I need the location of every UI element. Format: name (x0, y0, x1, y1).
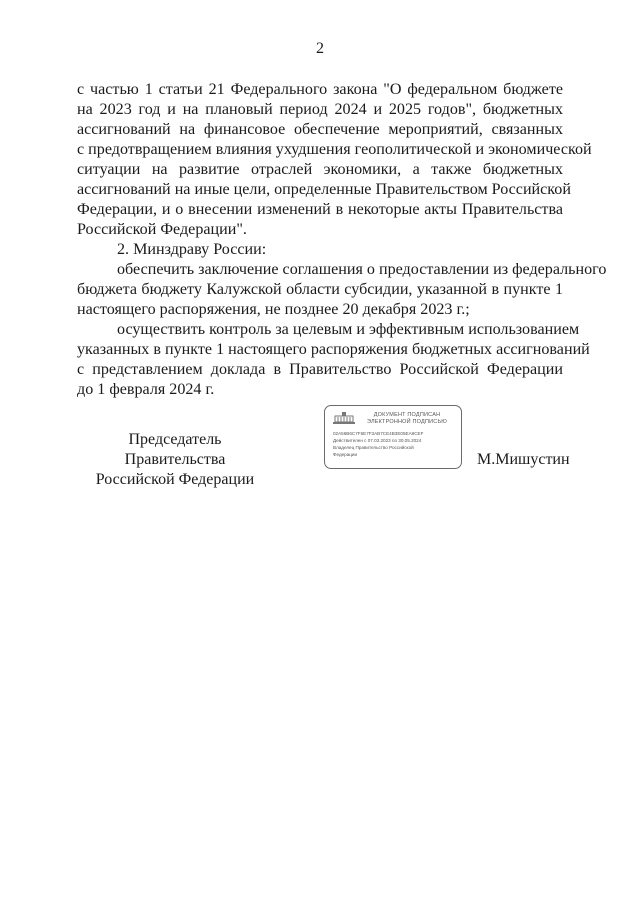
government-building-icon (332, 411, 356, 425)
body-line: на 2023 год и на плановый период 2024 и 2025 годов", бюджетных (77, 101, 563, 118)
body-line: до 1 февраля 2024 г. (77, 381, 215, 398)
signer-title-line1: Председатель Правительства (124, 431, 226, 468)
body-line: Федерации, и о внесении изменений в некоторые акты Правительства (77, 201, 563, 218)
body-line: осуществить контроль за целевым и эффективным использованием (117, 321, 580, 338)
signer-title (80, 430, 270, 490)
section-heading: 2. Минздраву России: (117, 241, 267, 258)
stamp-owner-line1: Владелец Правительство Российской (333, 445, 414, 450)
body-line: обеспечить заключение соглашения о предоставлении из федерального (117, 261, 607, 278)
signer-name: М.Мишустин (477, 451, 570, 468)
stamp-header-line1: ДОКУМЕНТ ПОДПИСАН (373, 412, 441, 418)
body-line: ситуации на развитие отраслей экономики, а также бюджетных (77, 161, 563, 178)
stamp-info (333, 430, 423, 458)
stamp-validity: Действителен с 07.03.2023 по 30.05.2024 (333, 438, 422, 443)
body-line: указанных в пункте 1 настоящего распоряжения бюджетных ассигнований (77, 341, 590, 358)
body-line: ассигнований на финансовое обеспечение мероприятий, связанных (77, 121, 563, 138)
stamp-owner-line2: Федерации (333, 452, 358, 457)
body-line: с предотвращением влияния ухудшения геополитической и экономической (77, 141, 592, 158)
body-line: ассигнований на иные цели, определенные Правительством Российской (77, 181, 571, 198)
electronic-signature-stamp (324, 405, 462, 469)
body-line: Российской Федерации". (77, 221, 247, 238)
stamp-header-line2: ЭЛЕКТРОННОЙ ПОДПИСЬЮ (366, 419, 448, 425)
stamp-certificate: 02A56B6C7F6E7F3AB7CE4B3E05EA8CEF (333, 431, 424, 436)
body-line: с представлением доклада в Правительство Российской Федерации (77, 361, 563, 378)
body-line: с частью 1 статьи 21 Федерального закона "О федеральном бюджете (77, 81, 563, 98)
stamp-header (365, 412, 449, 426)
signer-title-line2: Российской Федерации (95, 471, 255, 488)
page-number: 2 (316, 40, 324, 57)
body-line: бюджета бюджету Калужской области субсидии, указанной в пункте 1 (77, 281, 563, 298)
body-line: настоящего распоряжения, не позднее 20 декабря 2023 г.; (77, 301, 470, 318)
